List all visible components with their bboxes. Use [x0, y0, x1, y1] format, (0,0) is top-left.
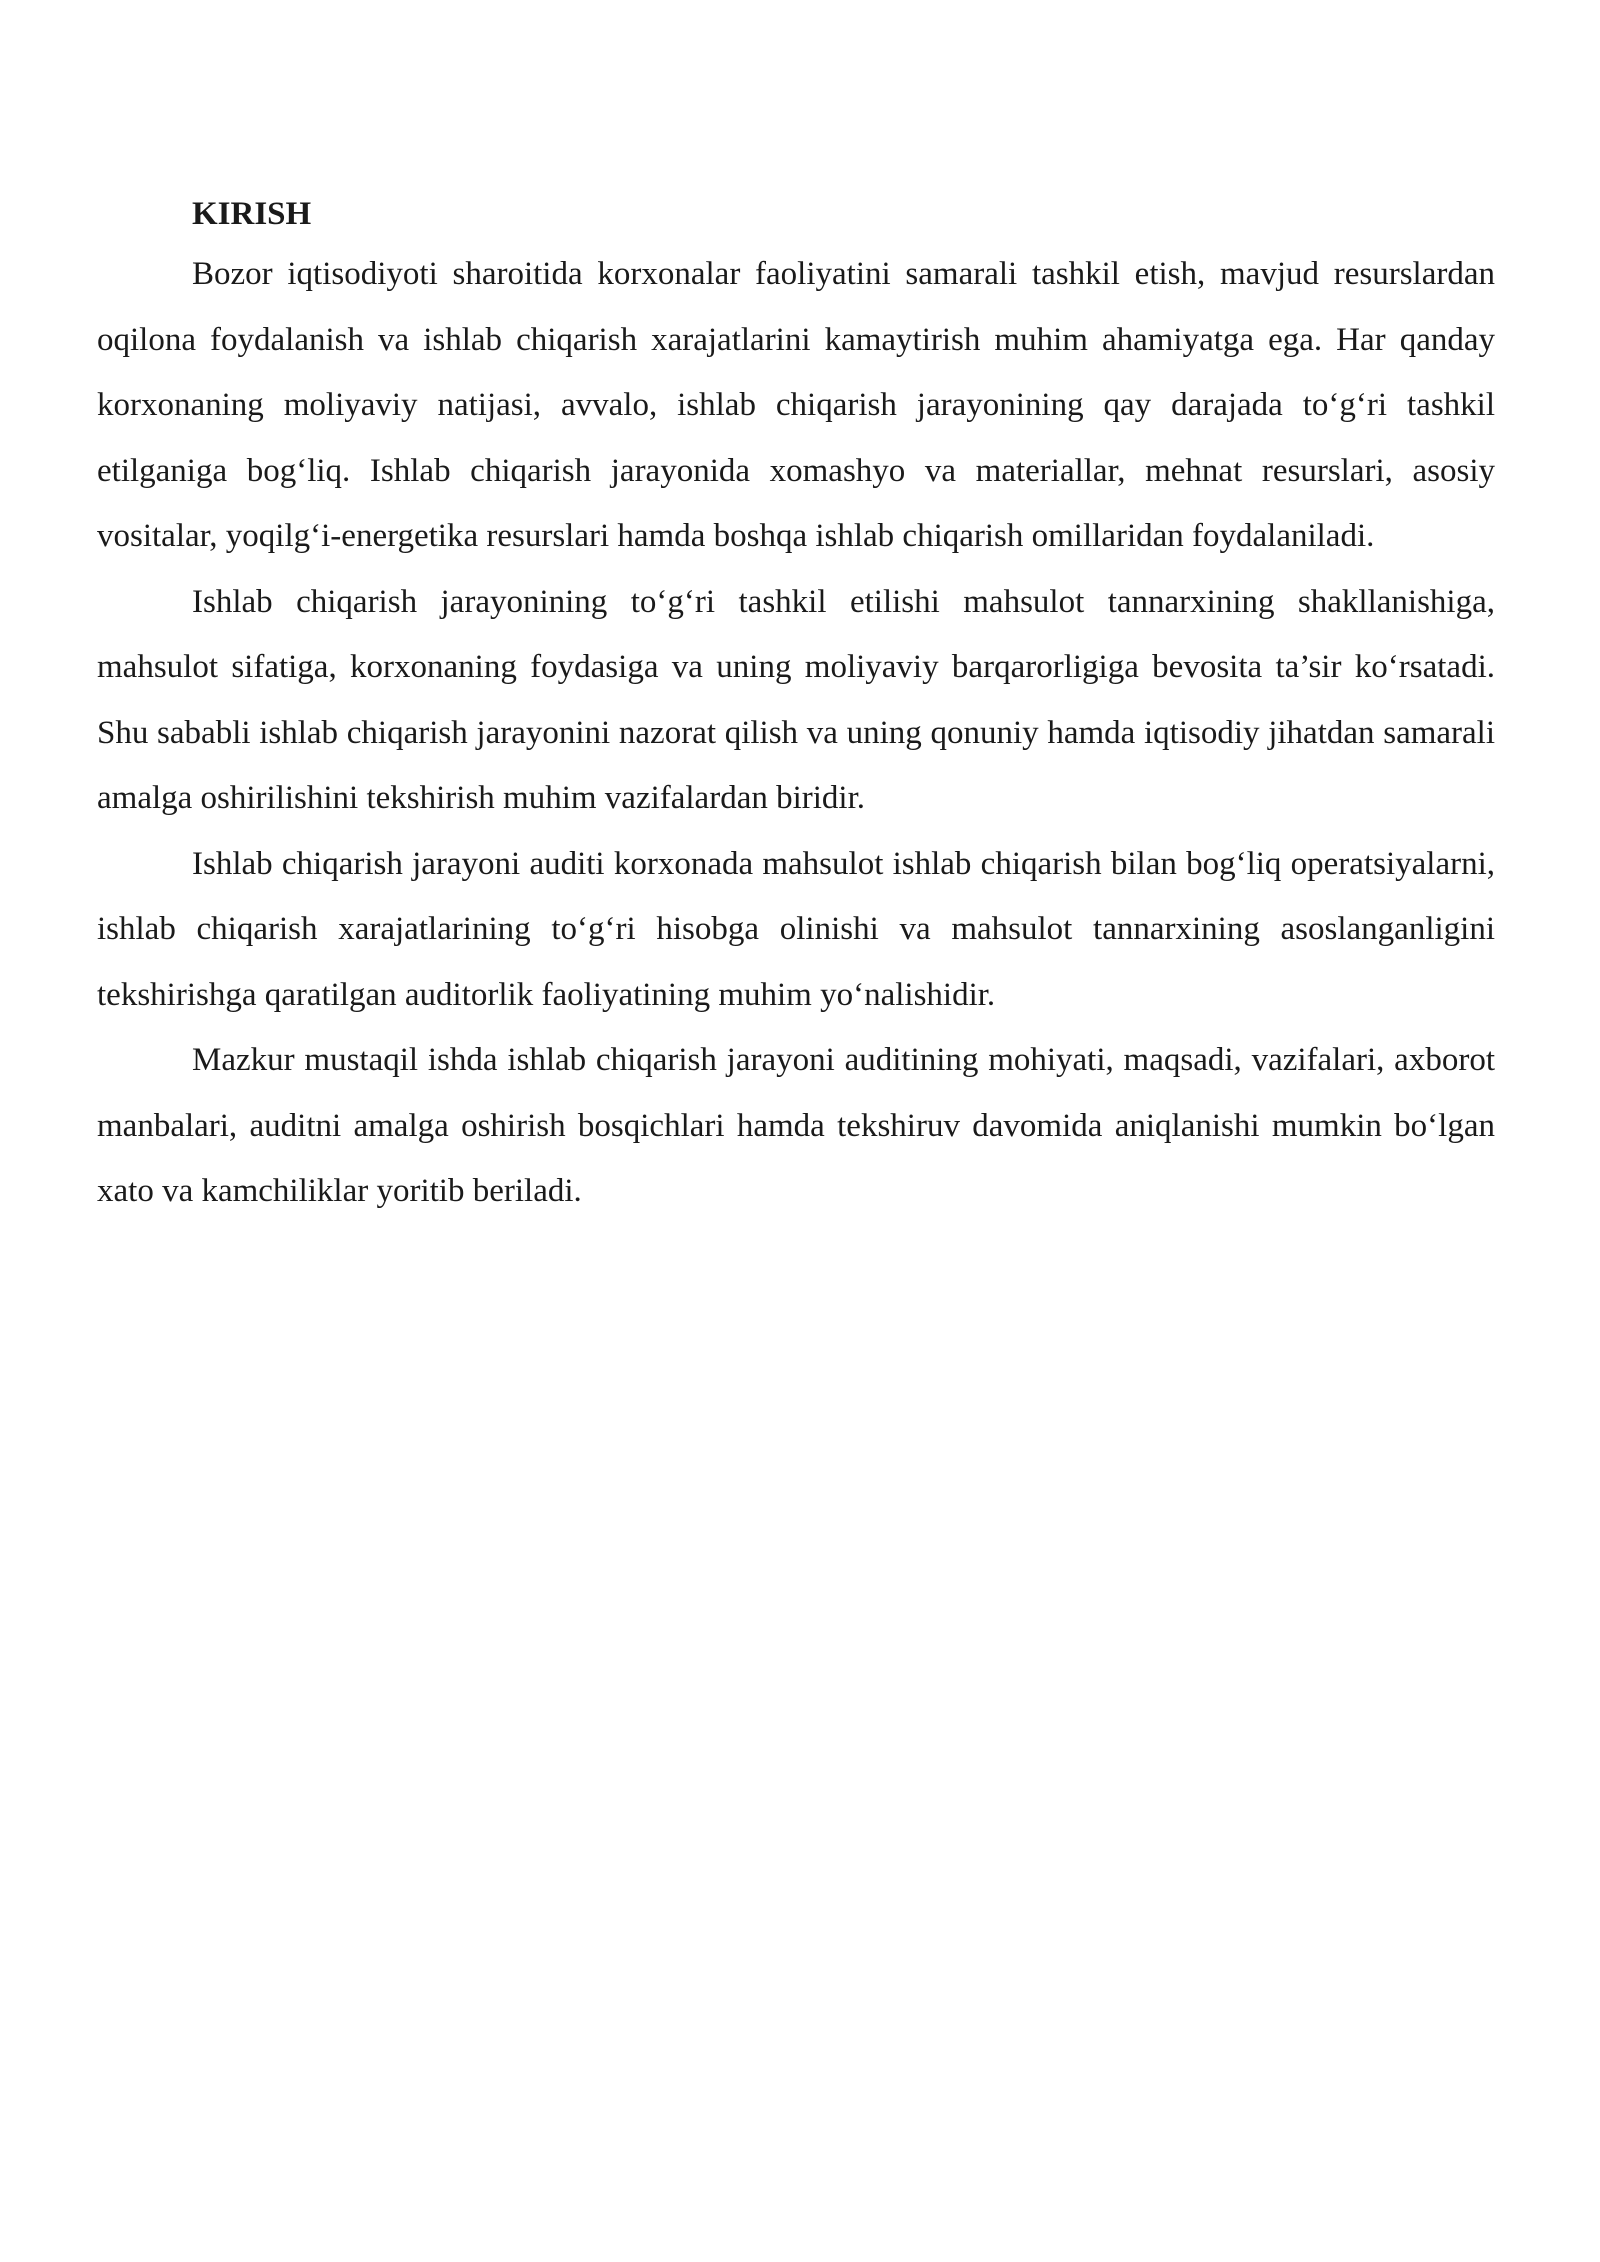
- paragraph-2: Ishlab chiqarish jarayonining to‘g‘ri tashkil etilishi mahsulot tannarxining shakllanishiga, mahsulot sifatiga, korxonaning foydasiga va uning moliyaviy barqarorligiga bevosita ta’sir ko‘rsatadi. Shu sababli ishlab chiqarish jarayonini nazorat qilish va uning qonuniy hamda iqtisodiy jihatdan samarali amalga oshirilishini tekshirish muhim vazifalardan biridir.: [97, 583, 1495, 816]
- document-body: [97, 186, 1495, 1225]
- paragraph-4: Mazkur mustaqil ishda ishlab chiqarish jarayoni auditining mohiyati, maqsadi, vazifalari, axborot manbalari, auditni amalga oshirish bosqichlari hamda tekshiruv davomida aniqlanishi mumkin bo‘lgan xato va kamchiliklar yoritib beriladi.: [97, 1042, 1495, 1209]
- paragraph-3: Ishlab chiqarish jarayoni auditi korxonada mahsulot ishlab chiqarish bilan bog‘liq operatsiyalarni, ishlab chiqarish xarajatlarining to‘g‘ri hisobga olinishi va mahsulot tannarxining asoslanganligini tekshirishga qaratilgan auditorlik faoliyatining muhim yo‘nalishidir.: [97, 845, 1495, 1013]
- paragraph-1: Bozor iqtisodiyoti sharoitida korxonalar faoliyatini samarali tashkil etish, mavjud resurslardan oqilona foydalanish va ishlab chiqarish xarajatlarini kamaytirish muhim ahamiyatga ega. Har qanday korxonaning moliyaviy natijasi, avvalo, ishlab chiqarish jarayonining qay darajada to‘g‘ri tashkil etilganiga bog‘liq. Ishlab chiqarish jarayonida xomashyo va materiallar, mehnat resurslari, asosiy vositalar, yoqilg‘i-energetika resurslari hamda boshqa ishlab chiqarish omillaridan foydalaniladi.: [97, 256, 1495, 554]
- section-heading: KIRISH: [192, 196, 312, 232]
